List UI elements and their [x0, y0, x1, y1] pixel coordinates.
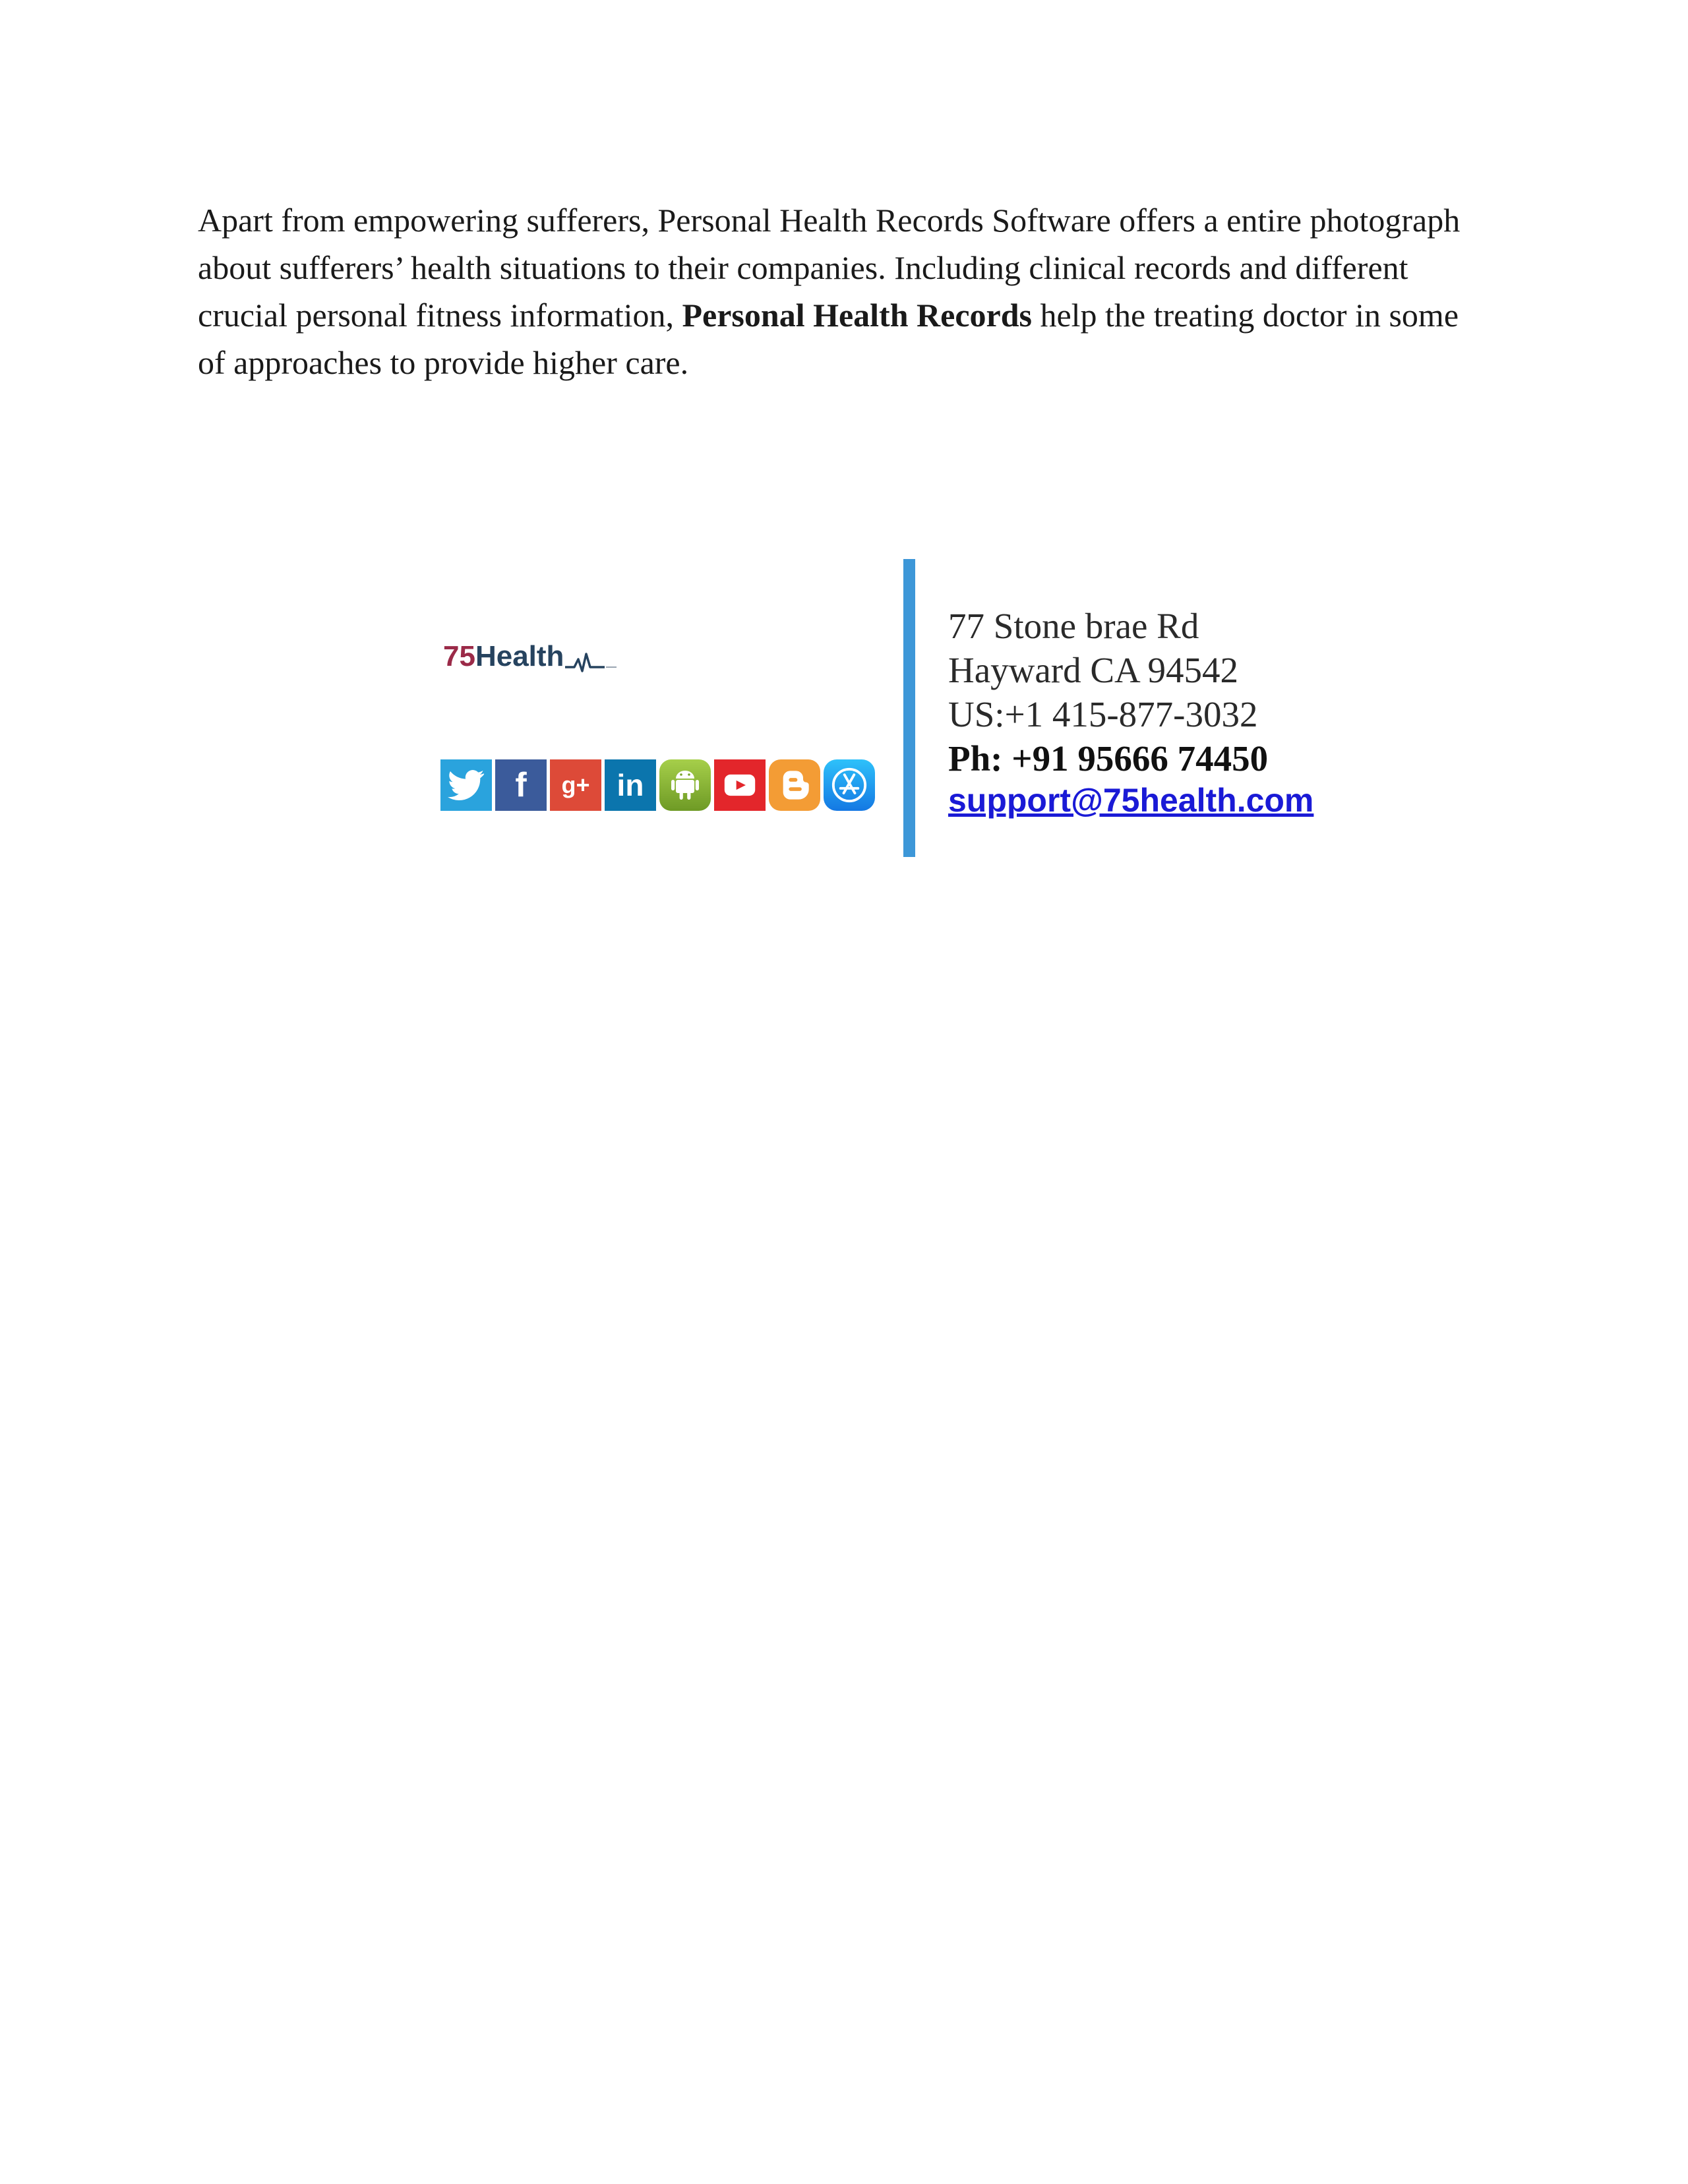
twitter-icon[interactable]: [440, 759, 492, 811]
logo-word: Health: [475, 640, 564, 672]
vertical-divider: [903, 559, 915, 857]
support-email-link[interactable]: support@75health.com: [948, 782, 1314, 819]
blogger-icon[interactable]: [769, 759, 820, 811]
google-plus-icon[interactable]: g+: [550, 759, 601, 811]
android-icon[interactable]: [659, 759, 711, 811]
linkedin-icon[interactable]: in: [605, 759, 656, 811]
paragraph-text-start: Apart from empowering sufferers, Personal Health Records Software offers a entire photograph about sufferers’ health situations to their companies. Including clinical records and different crucial personal fitness information,: [198, 202, 1461, 334]
social-icons-row: [440, 759, 875, 811]
company-logo: [443, 625, 618, 671]
facebook-icon[interactable]: f: [495, 759, 547, 811]
address-line-1: 77 Stone brae Rd: [948, 606, 1199, 646]
heartbeat-icon: [565, 650, 618, 672]
youtube-icon[interactable]: [714, 759, 766, 811]
contact-block: [948, 604, 1313, 820]
india-phone: Ph: +91 95666 74450: [948, 738, 1269, 779]
address-line-2: Hayward CA 94542: [948, 650, 1238, 690]
us-phone: US:+1 415-877-3032: [948, 694, 1258, 734]
paragraph-bold-term: Personal Health Records: [682, 297, 1032, 334]
paragraph-text-end: help the treating doctor in some of approaches to provide higher care.: [198, 297, 1459, 381]
app-store-icon[interactable]: [824, 759, 875, 811]
logo-number: 75: [443, 640, 475, 672]
